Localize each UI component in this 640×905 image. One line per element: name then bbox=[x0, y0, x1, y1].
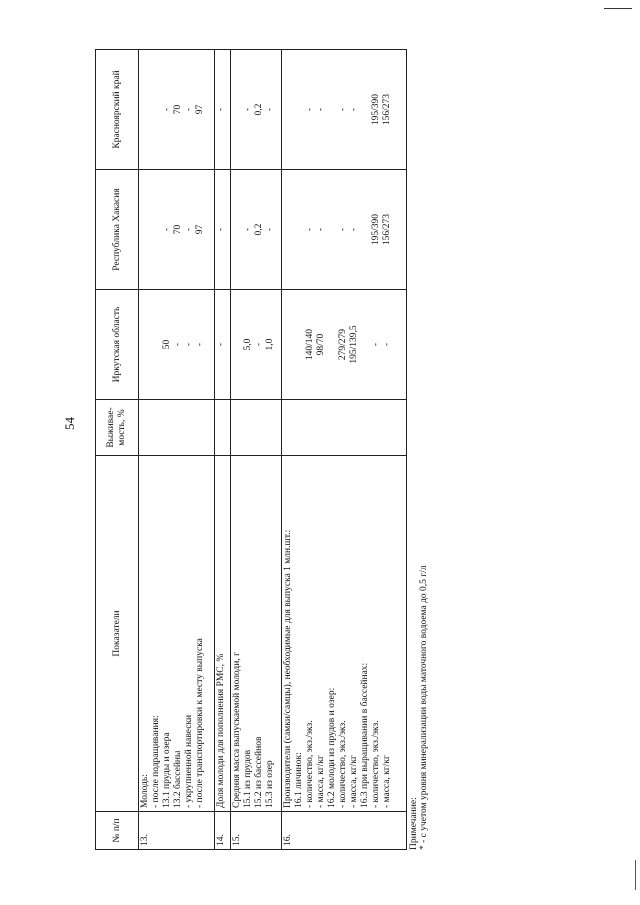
header-irkutsk: Иркутская область bbox=[96, 290, 139, 400]
indicator-line: 15.1 из прудов bbox=[242, 749, 253, 808]
indicator-cell bbox=[230, 456, 282, 812]
indicator-line: 13.2 бассейны bbox=[173, 750, 183, 808]
irkutsk-value: 1,0 bbox=[264, 338, 275, 351]
indicator-cell bbox=[282, 456, 407, 812]
krasnoyarsk-value bbox=[232, 53, 243, 166]
irkutsk-value bbox=[232, 293, 243, 396]
krasnoyarsk-value bbox=[294, 53, 305, 166]
khakassia-value: 97 bbox=[195, 224, 205, 235]
table-note bbox=[407, 50, 429, 850]
page-number: 54 bbox=[62, 417, 77, 430]
khakassia-value bbox=[151, 173, 162, 286]
header-khakassia: Республика Хакасия bbox=[96, 170, 139, 290]
khakassia-value: - bbox=[242, 227, 253, 232]
irkutsk-value bbox=[283, 293, 294, 396]
row-number: 16. bbox=[282, 812, 407, 850]
khakassia-value: - bbox=[349, 227, 360, 232]
khakassia-value bbox=[294, 173, 305, 286]
indicator-line: Доля молоди для пополнения РМС, % bbox=[216, 653, 227, 808]
krasnoyarsk-value: 195/390 bbox=[371, 93, 382, 126]
indicator-line: 16.2 молоди из прудов и озер: bbox=[327, 687, 338, 808]
irkutsk-value: 195/139,5 bbox=[349, 325, 360, 364]
indicator-line: - масса, кг/кг bbox=[382, 755, 393, 808]
krasnoyarsk-value bbox=[151, 53, 162, 166]
irkutsk-value: 50 bbox=[162, 339, 172, 350]
fish-breeding-norms-table bbox=[95, 49, 407, 850]
krasnoyarsk-value: 156/273 bbox=[382, 93, 393, 126]
indicator-line: - укрупненной навески bbox=[184, 714, 194, 808]
table-body bbox=[139, 50, 407, 850]
indicator-line: Средняя масса выпускаемой молоди, г bbox=[231, 652, 242, 808]
header-survival: Выживае-мость, % bbox=[96, 400, 139, 456]
indicator-cell bbox=[215, 456, 230, 812]
khakassia-value bbox=[232, 173, 243, 286]
header-no: № п/п bbox=[96, 812, 139, 850]
survival-cell bbox=[282, 400, 407, 456]
khakassia-value-cell bbox=[139, 170, 215, 290]
indicator-line: 15.2 из бассейнов bbox=[253, 736, 264, 808]
survival-cell bbox=[215, 400, 230, 456]
survival-cell bbox=[139, 400, 215, 456]
khakassia-value: 156/273 bbox=[382, 213, 393, 246]
khakassia-value: - bbox=[162, 227, 172, 232]
khakassia-value: 70 bbox=[173, 224, 183, 235]
irkutsk-value bbox=[327, 293, 338, 396]
khakassia-value: - bbox=[338, 227, 349, 232]
krasnoyarsk-value bbox=[283, 53, 294, 166]
khakassia-value: 0,2 bbox=[253, 223, 264, 236]
krasnoyarsk-value: - bbox=[338, 107, 349, 112]
header-krasnoyarsk: Красноярский край bbox=[96, 50, 139, 170]
row-number: 14. bbox=[215, 812, 230, 850]
irkutsk-value: - bbox=[184, 342, 194, 347]
irkutsk-value: 279/279 bbox=[338, 328, 349, 361]
survival-cell bbox=[230, 400, 282, 456]
krasnoyarsk-value-cell bbox=[282, 50, 407, 170]
irkutsk-value: 5,0 bbox=[242, 338, 253, 351]
khakassia-value bbox=[283, 173, 294, 286]
krasnoyarsk-value: - bbox=[349, 107, 360, 112]
indicator-cell bbox=[139, 456, 215, 812]
krasnoyarsk-value bbox=[327, 53, 338, 166]
rotated-page-content bbox=[95, 50, 430, 850]
krasnoyarsk-value: - bbox=[184, 107, 194, 112]
khakassia-value: - bbox=[216, 227, 227, 232]
irkutsk-value: - bbox=[371, 342, 382, 347]
indicator-line: 16.3 при выращивании в бассейнах: bbox=[360, 662, 371, 808]
irkutsk-value: - bbox=[173, 342, 183, 347]
scan-edge-line bbox=[604, 8, 632, 9]
table-row bbox=[282, 50, 407, 850]
table-row bbox=[139, 50, 215, 850]
indicator-line: 15.3 из озер bbox=[264, 760, 275, 808]
krasnoyarsk-value bbox=[140, 53, 151, 166]
indicator-line: 16.1 личинок: bbox=[294, 752, 305, 808]
row-number: 13. bbox=[139, 812, 215, 850]
indicator-line: - после подращивания: bbox=[151, 715, 161, 808]
krasnoyarsk-value: - bbox=[264, 107, 275, 112]
krasnoyarsk-value: - bbox=[316, 107, 327, 112]
khakassia-value bbox=[360, 173, 371, 286]
khakassia-value bbox=[327, 173, 338, 286]
khakassia-value-cell bbox=[215, 170, 230, 290]
krasnoyarsk-value: - bbox=[162, 107, 172, 112]
krasnoyarsk-value: 0,2 bbox=[253, 103, 264, 116]
irkutsk-value: 98/70 bbox=[316, 333, 327, 356]
scan-edge-noise bbox=[635, 860, 636, 890]
irkutsk-value: - bbox=[382, 342, 393, 347]
khakassia-value-cell bbox=[282, 170, 407, 290]
indicator-line: - масса, кг/кг bbox=[349, 755, 360, 808]
irkutsk-value bbox=[151, 293, 162, 396]
indicator-line: - количество, экз./экз. bbox=[338, 720, 349, 808]
irkutsk-value bbox=[140, 293, 151, 396]
khakassia-value: - bbox=[184, 227, 194, 232]
irkutsk-value-cell bbox=[139, 290, 215, 400]
krasnoyarsk-value-cell bbox=[215, 50, 230, 170]
krasnoyarsk-value: 70 bbox=[173, 104, 183, 115]
irkutsk-value-cell bbox=[282, 290, 407, 400]
irkutsk-value bbox=[360, 293, 371, 396]
note-title: Примечание: bbox=[409, 797, 419, 850]
khakassia-value: - bbox=[264, 227, 275, 232]
indicator-line: 13.1 пруды и озера bbox=[162, 732, 172, 808]
khakassia-value-cell bbox=[230, 170, 282, 290]
indicator-line: - после транспортировки к месту выпуска bbox=[195, 638, 205, 808]
khakassia-value bbox=[140, 173, 151, 286]
krasnoyarsk-value-cell bbox=[230, 50, 282, 170]
khakassia-value: - bbox=[305, 227, 316, 232]
note-text: * - с учетом уровня минерализации воды маточного водоема до 0,5 г/л bbox=[419, 565, 429, 850]
irkutsk-value: - bbox=[195, 342, 205, 347]
row-number: 15. bbox=[230, 812, 282, 850]
irkutsk-value: 140/140 bbox=[305, 328, 316, 361]
table-row bbox=[215, 50, 230, 850]
krasnoyarsk-value bbox=[360, 53, 371, 166]
header-indicator: Показатели bbox=[96, 456, 139, 812]
indicator-line: - масса, кг/кг bbox=[316, 755, 327, 808]
irkutsk-value-cell bbox=[230, 290, 282, 400]
irkutsk-value: - bbox=[253, 342, 264, 347]
irkutsk-value bbox=[294, 293, 305, 396]
krasnoyarsk-value: 97 bbox=[195, 104, 205, 115]
krasnoyarsk-value: - bbox=[216, 107, 227, 112]
indicator-line: - количество, экз./экз. bbox=[305, 720, 316, 808]
khakassia-value: - bbox=[316, 227, 327, 232]
krasnoyarsk-value: - bbox=[242, 107, 253, 112]
indicator-line: - количество, экз./экз. bbox=[371, 720, 382, 808]
krasnoyarsk-value-cell bbox=[139, 50, 215, 170]
table-row bbox=[230, 50, 282, 850]
indicator-line: Производители (самки/самцы), необходимые для выпуска 1 млн.шт.: bbox=[283, 529, 294, 808]
irkutsk-value: - bbox=[216, 342, 227, 347]
indicator-line: Молодь: bbox=[140, 774, 150, 808]
table-header-row bbox=[96, 50, 139, 850]
irkutsk-value-cell bbox=[215, 290, 230, 400]
krasnoyarsk-value: - bbox=[305, 107, 316, 112]
khakassia-value: 195/390 bbox=[371, 213, 382, 246]
